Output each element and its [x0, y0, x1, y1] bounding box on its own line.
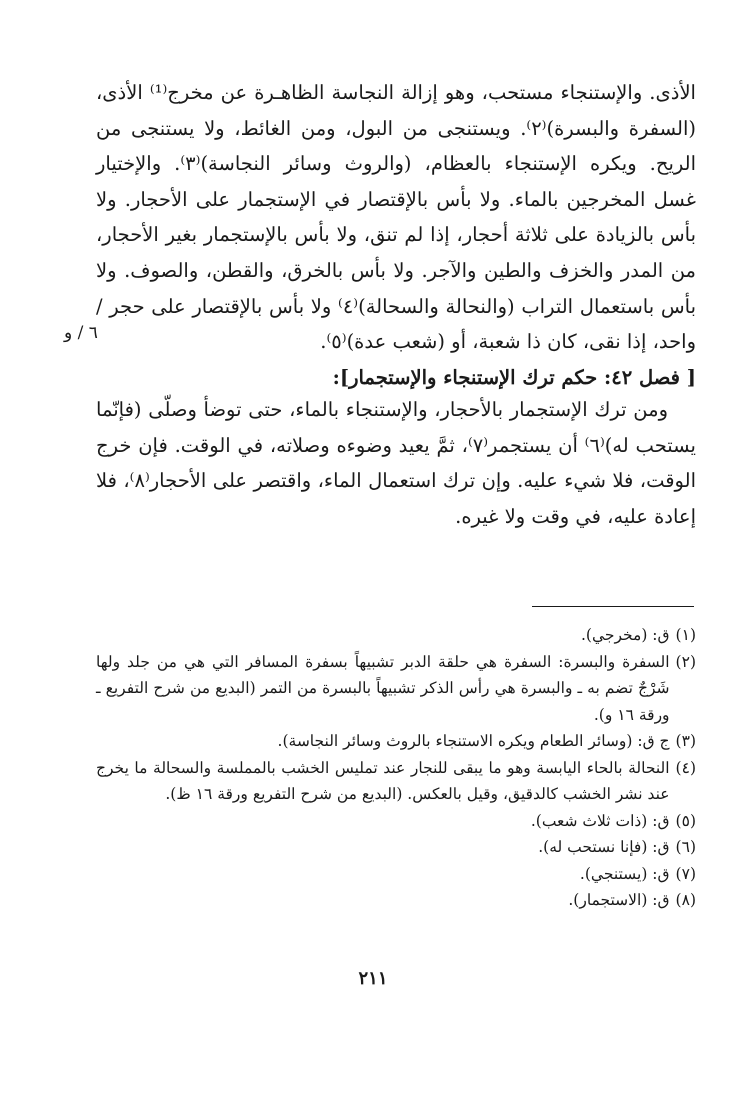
- footnote-number: (٧): [675, 864, 696, 883]
- footnote-text: ج ق: (وسائر الطعام ويكره الاستنجاء بالروث وسائر النجاسة).: [277, 732, 670, 750]
- footnote-separator: [532, 606, 694, 607]
- footnote-item: [96, 728, 696, 755]
- footnote-item: [96, 622, 696, 649]
- footnote-number: (٣): [675, 732, 696, 750]
- footnote-number: (٥): [675, 811, 696, 830]
- footnote-text: ق: (يستنجي).: [579, 864, 670, 883]
- footnote-number: (١): [675, 626, 696, 644]
- section-heading: [ فصل ٤٢: حكم ترك الإستنجاء والإستجمار]:: [332, 366, 696, 389]
- footnote-text: النحالة بالحاء اليابسة وهو ما يبقى للنجار عند تمليس الخشب بالمملسة والسحالة ما يخرج عند نشر الخشب كالدقيق، وقيل بالعكس. (البديع من شرح التفريع ورقة ١٦ ظ).: [96, 758, 670, 803]
- manuscript-folio-margin-note: ٦ / و: [64, 323, 98, 343]
- footnote-item: [96, 808, 696, 835]
- footnote-text: ق: (فإنا نستحب له).: [538, 838, 670, 856]
- footnote-item: [96, 834, 696, 861]
- footnote-text: ق: (الاستجمار).: [568, 891, 670, 909]
- footnote-item: [96, 755, 696, 808]
- footnote-number: (٦): [675, 838, 696, 856]
- footnote-text: ق: (مخرجي).: [580, 626, 670, 644]
- page-number: ٢١١: [358, 968, 388, 989]
- footnote-item: [96, 887, 696, 914]
- footnote-number: (٨): [675, 891, 696, 909]
- footnote-item: [96, 649, 696, 729]
- main-paragraph-2: ومن ترك الإستجمار بالأحجار، والإستنجاء بالماء، حتى توضأ وصلّى (فإنّما يستحب له)⁽٦⁾ أن يستجمر⁽٧⁾، ثمَّ يعيد وضوءه وصلاته، في الوقت. فإن خرج الوقت، فلا شيء عليه. وإن ترك استعمال الماء، واقتصر على الأحجار⁽٨⁾، فلا إعادة عليه، في وقت ولا غيره.: [96, 398, 696, 528]
- footnote-text: السفرة والبسرة: السفرة هي حلقة الدبر تشبيهاً بسفرة المسافر التي هي من جلد ولها شَرْجٌ تضم به ـ والبسرة هي رأس الذكر تشبيهاً بالبسرة من التمر (البديع من شرح التفريع ـ ورقة ١٦ و).: [96, 652, 670, 724]
- main-paragraph-1: الأذى. والإستنجاء مستحب، وهو إزالة النجاسة الظاهـرة عن مخرج⁽¹⁾ الأذى، (السفرة والبسرة)⁽٢⁾. ويستنجى من البول، ومن الغائط، ولا يستنجى من الريح. ويكره الإستنجاء بالعظام، (والروث وسائر النجاسة)⁽٣⁾. والإختيار غسل المخرجين بالماء. ولا بأس بالإقتصار في الإستجمار على الأحجار. ولا بأس بالزيادة على ثلاثة أحجار، إذا لم تنق، ولا بأس بالإستجمار بغير الأحجار، من المدر والخزف والطين والآجر. ولا بأس بالخرق، والقطن، والصوف. ولا بأس باستعمال التراب (والنحالة والسحالة)⁽٤⁾ ولا بأس بالإقتصار على حجر / واحد، إذا نقى، كان ذا شعبة، أو (شعب عدة)⁽٥⁾.: [96, 81, 696, 354]
- footnotes-list: [96, 622, 696, 914]
- footnote-number: (٤): [675, 758, 696, 777]
- footnote-text: ق: (ذات ثلاث شعب).: [530, 811, 670, 830]
- footnote-item: [96, 861, 696, 888]
- footnote-number: (٢): [675, 652, 696, 671]
